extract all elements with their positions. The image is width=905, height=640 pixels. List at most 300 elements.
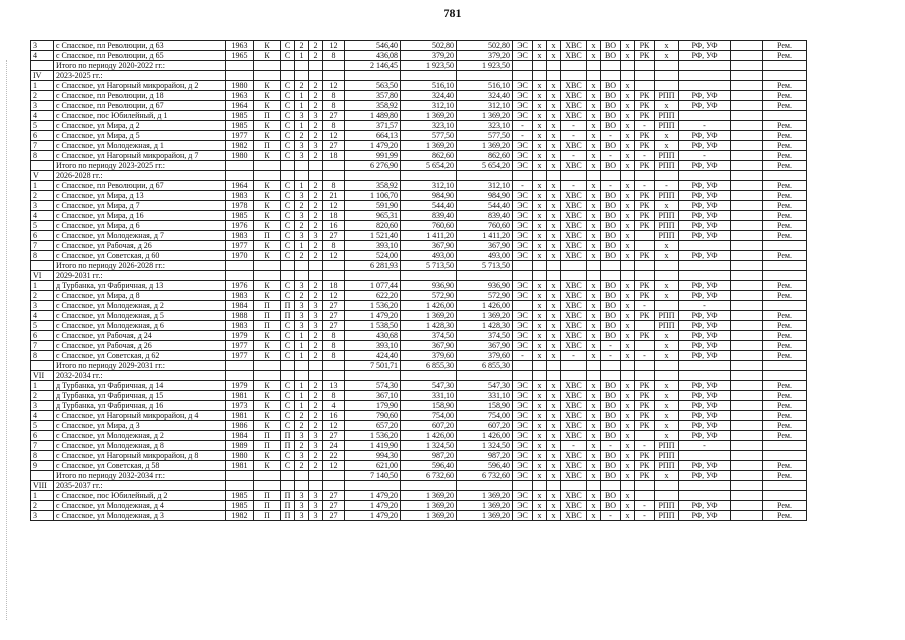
cell-m5: х [587, 331, 601, 341]
cell-m7: х [621, 441, 635, 451]
cell-m7: х [621, 471, 635, 481]
cell-m3: х [547, 41, 561, 51]
cell-b: 2 [309, 281, 323, 291]
cell-rem: Рем. [763, 381, 807, 391]
cell-v2: 367,90 [401, 241, 457, 251]
cell-m1: ЭС [513, 111, 533, 121]
cell-v2: 1 369,20 [401, 311, 457, 321]
cell-m5: х [587, 191, 601, 201]
cell-m6: ВО [601, 91, 621, 101]
cell-v1: 1 077,44 [345, 281, 401, 291]
cell-m10: - [679, 151, 731, 161]
cell-m7: х [621, 221, 635, 231]
cell-g: П [281, 301, 295, 311]
cell-m2: х [533, 101, 547, 111]
cell-g: С [281, 211, 295, 221]
cell-v1: 657,20 [345, 421, 401, 431]
cell-v3: 577,50 [457, 131, 513, 141]
cell-year: 1980 [226, 81, 254, 91]
cell-addr: с Спасское, ул Рабочая, д 24 [54, 331, 226, 341]
cell-b: 2 [309, 221, 323, 231]
cell-year [226, 161, 254, 171]
cell-v2: 158,90 [401, 401, 457, 411]
cell-m2: х [533, 81, 547, 91]
cell-v3: 1 369,20 [457, 111, 513, 121]
cell-m4: ХВС [561, 231, 587, 241]
cell-v2: 1 369,20 [401, 111, 457, 121]
cell-m7: х [621, 401, 635, 411]
cell-m4: ХВС [561, 381, 587, 391]
cell-a [295, 171, 309, 181]
cell-g [281, 361, 295, 371]
cell-m5 [587, 171, 601, 181]
cell-year: 1985 [226, 111, 254, 121]
cell-v1: 430,68 [345, 331, 401, 341]
cell-a: 3 [295, 231, 309, 241]
cell-b: 2 [309, 191, 323, 201]
cell-m11 [731, 341, 763, 351]
cell-m5: х [587, 241, 601, 251]
cell-m5: х [587, 451, 601, 461]
cell-m11 [731, 451, 763, 461]
cell-no: 3 [31, 511, 54, 521]
cell-v2: 1 923,50 [401, 61, 457, 71]
cell-m7: х [621, 161, 635, 171]
table-row [31, 411, 807, 421]
cell-m9: РПП [655, 191, 679, 201]
cell-v3 [457, 71, 513, 81]
cell-v1: 621,00 [345, 461, 401, 471]
cell-f: 13 [323, 381, 345, 391]
cell-m3: х [547, 501, 561, 511]
cell-v1: 591,90 [345, 201, 401, 211]
cell-m8: РК [635, 131, 655, 141]
cell-m1: ЭС [513, 151, 533, 161]
cell-m6: ВО [601, 121, 621, 131]
cell-v2: 5 654,20 [401, 161, 457, 171]
cell-m6: ВО [601, 501, 621, 511]
cell-v1: 371,57 [345, 121, 401, 131]
cell-f: 8 [323, 101, 345, 111]
period-total-row [31, 161, 807, 171]
cell-m11 [731, 141, 763, 151]
cell-mat: П [254, 301, 281, 311]
cell-mat: К [254, 461, 281, 471]
cell-m1: ЭС [513, 201, 533, 211]
cell-f: 18 [323, 211, 345, 221]
cell-mat: К [254, 151, 281, 161]
cell-m2: х [533, 511, 547, 521]
cell-m11 [731, 81, 763, 91]
cell-m9: РПП [655, 211, 679, 221]
cell-b: 2 [309, 411, 323, 421]
cell-m5: х [587, 301, 601, 311]
cell-m3: х [547, 451, 561, 461]
cell-v2: 6 732,60 [401, 471, 457, 481]
cell-m10: РФ, УФ [679, 431, 731, 441]
cell-g: С [281, 321, 295, 331]
cell-a: 3 [295, 141, 309, 151]
table-row [31, 331, 807, 341]
cell-m3: х [547, 201, 561, 211]
cell-no: 3 [31, 301, 54, 311]
cell-m10: РФ, УФ [679, 381, 731, 391]
cell-m6: ВО [601, 221, 621, 231]
cell-m8: РК [635, 191, 655, 201]
cell-m3: х [547, 301, 561, 311]
cell-g: П [281, 311, 295, 321]
cell-m1: ЭС [513, 451, 533, 461]
cell-mat: К [254, 281, 281, 291]
cell-year: 1982 [226, 141, 254, 151]
cell-m2: х [533, 441, 547, 451]
cell-year: 1976 [226, 281, 254, 291]
cell-m11 [731, 351, 763, 361]
cell-v3: 379,20 [457, 51, 513, 61]
cell-g: С [281, 251, 295, 261]
cell-m3: х [547, 111, 561, 121]
cell-addr: с Спасское, ул Молодежная, д 2 [54, 301, 226, 311]
cell-m4 [561, 361, 587, 371]
cell-m1: ЭС [513, 331, 533, 341]
period-total-row [31, 61, 807, 71]
cell-v1: 1 538,50 [345, 321, 401, 331]
cell-m6: ВО [601, 471, 621, 481]
cell-m8: РК [635, 421, 655, 431]
cell-no: 8 [31, 251, 54, 261]
cell-b: 3 [309, 231, 323, 241]
cell-m5: х [587, 221, 601, 231]
cell-a: 2 [295, 41, 309, 51]
cell-addr: д Турбанка, ул Фабричная, д 14 [54, 381, 226, 391]
cell-m10: РФ, УФ [679, 211, 731, 221]
cell-addr: с Спасское, ул Мира, д 3 [54, 421, 226, 431]
cell-m10 [679, 61, 731, 71]
cell-v3: 607,20 [457, 421, 513, 431]
cell-rem [763, 111, 807, 121]
cell-rem: Рем. [763, 411, 807, 421]
cell-year: 1976 [226, 221, 254, 231]
cell-f: 27 [323, 111, 345, 121]
cell-m4: ХВС [561, 331, 587, 341]
cell-m10 [679, 481, 731, 491]
cell-v1: 7 140,50 [345, 471, 401, 481]
cell-no [31, 61, 54, 71]
cell-b: 2 [309, 401, 323, 411]
cell-m2 [533, 371, 547, 381]
cell-m1: ЭС [513, 421, 533, 431]
cell-v2 [401, 271, 457, 281]
cell-year: 1980 [226, 451, 254, 461]
cell-m5: х [587, 431, 601, 441]
cell-rem: Рем. [763, 131, 807, 141]
cell-m9: РПП [655, 461, 679, 471]
cell-m1: ЭС [513, 441, 533, 451]
cell-v2: 1 369,20 [401, 511, 457, 521]
cell-m11 [731, 321, 763, 331]
cell-v2 [401, 171, 457, 181]
cell-addr: Итого по периоду 2026-2028 гг.: [54, 261, 226, 271]
cell-no: 4 [31, 311, 54, 321]
cell-year: 1964 [226, 101, 254, 111]
cell-m11 [731, 231, 763, 241]
cell-v1 [345, 171, 401, 181]
cell-no [31, 471, 54, 481]
cell-v1: 1 479,20 [345, 491, 401, 501]
page-number: 781 [443, 6, 462, 20]
cell-mat: К [254, 131, 281, 141]
cell-v3: 1 426,00 [457, 431, 513, 441]
cell-m1: ЭС [513, 281, 533, 291]
cell-a: 2 [295, 221, 309, 231]
cell-v3: 987,20 [457, 451, 513, 461]
cell-no: 1 [31, 381, 54, 391]
cell-m9: х [655, 141, 679, 151]
table-row [31, 321, 807, 331]
cell-year: 1982 [226, 511, 254, 521]
cell-b [309, 261, 323, 271]
cell-m7: х [621, 191, 635, 201]
cell-m4: ХВС [561, 471, 587, 481]
cell-m9: РПП [655, 441, 679, 451]
cell-m10 [679, 171, 731, 181]
cell-rem: Рем. [763, 231, 807, 241]
table-row [31, 441, 807, 451]
cell-a: 2 [295, 201, 309, 211]
cell-v2: 1 411,20 [401, 231, 457, 241]
cell-m3: х [547, 131, 561, 141]
cell-v3: 1 426,00 [457, 301, 513, 311]
cell-m11 [731, 271, 763, 281]
cell-m11 [731, 391, 763, 401]
cell-m3 [547, 61, 561, 71]
cell-v2: 324,40 [401, 91, 457, 101]
cell-addr: с Спасское, пл Революции, д 65 [54, 51, 226, 61]
cell-b [309, 61, 323, 71]
cell-v3: 312,10 [457, 181, 513, 191]
cell-f: 16 [323, 411, 345, 421]
cell-m1 [513, 301, 533, 311]
table-row [31, 461, 807, 471]
cell-v2: 1 369,20 [401, 141, 457, 151]
period-header-row [31, 171, 807, 181]
cell-v2: 374,50 [401, 331, 457, 341]
cell-m8 [635, 171, 655, 181]
cell-rem: Рем. [763, 201, 807, 211]
cell-m2 [533, 271, 547, 281]
cell-v2 [401, 371, 457, 381]
cell-year: 1965 [226, 51, 254, 61]
cell-a: 1 [295, 181, 309, 191]
cell-m9: х [655, 471, 679, 481]
cell-b [309, 471, 323, 481]
cell-addr: с Спасское, ул Нагорный микрорайон, д 7 [54, 151, 226, 161]
cell-g: П [281, 441, 295, 451]
period-total-row [31, 361, 807, 371]
cell-m7: х [621, 301, 635, 311]
cell-m2: х [533, 231, 547, 241]
cell-m3: х [547, 101, 561, 111]
cell-year: 1985 [226, 501, 254, 511]
cell-m5: х [587, 41, 601, 51]
cell-b: 2 [309, 181, 323, 191]
cell-v2: 936,90 [401, 281, 457, 291]
cell-v3: 1 411,20 [457, 231, 513, 241]
cell-b: 3 [309, 321, 323, 331]
cell-mat: К [254, 401, 281, 411]
table-row [31, 151, 807, 161]
cell-rem: Рем. [763, 341, 807, 351]
cell-mat [254, 171, 281, 181]
cell-mat [254, 371, 281, 381]
cell-m7: х [621, 251, 635, 261]
cell-v3: 6 732,60 [457, 471, 513, 481]
cell-addr: с Спасское, пл Революции, д 63 [54, 41, 226, 51]
cell-rem: Рем. [763, 421, 807, 431]
cell-v2: 987,20 [401, 451, 457, 461]
cell-m2: х [533, 411, 547, 421]
cell-v2: 502,80 [401, 41, 457, 51]
cell-b: 3 [309, 141, 323, 151]
table-row [31, 141, 807, 151]
cell-m8: РК [635, 111, 655, 121]
cell-v2: 984,90 [401, 191, 457, 201]
cell-m10 [679, 241, 731, 251]
cell-m3: х [547, 221, 561, 231]
cell-year [226, 261, 254, 271]
cell-f [323, 271, 345, 281]
table-row [31, 201, 807, 211]
cell-v2: 6 855,30 [401, 361, 457, 371]
cell-m9 [655, 261, 679, 271]
cell-rem: Рем. [763, 91, 807, 101]
cell-m6 [601, 61, 621, 71]
cell-m6: ВО [601, 431, 621, 441]
cell-m11 [731, 371, 763, 381]
cell-v1: 994,30 [345, 451, 401, 461]
cell-no: 5 [31, 421, 54, 431]
cell-m3 [547, 261, 561, 271]
cell-mat: П [254, 431, 281, 441]
cell-f: 8 [323, 331, 345, 341]
cell-m2: х [533, 421, 547, 431]
cell-m7: х [621, 241, 635, 251]
cell-no: VIII [31, 481, 54, 491]
cell-rem: Рем. [763, 501, 807, 511]
cell-m8 [635, 371, 655, 381]
cell-m6: ВО [601, 451, 621, 461]
cell-m1: - [513, 351, 533, 361]
cell-addr: с Спасское, ул Советская, д 60 [54, 251, 226, 261]
cell-m8: РК [635, 291, 655, 301]
cell-f: 12 [323, 81, 345, 91]
cell-v3: 1 369,20 [457, 141, 513, 151]
cell-b: 3 [309, 491, 323, 501]
cell-g: С [281, 81, 295, 91]
cell-v3: 544,40 [457, 201, 513, 211]
cell-a: 3 [295, 151, 309, 161]
cell-m10: РФ, УФ [679, 341, 731, 351]
cell-g: С [281, 201, 295, 211]
cell-b: 2 [309, 41, 323, 51]
cell-m2: х [533, 281, 547, 291]
table-row [31, 91, 807, 101]
cell-year [226, 71, 254, 81]
cell-m9: РПП [655, 111, 679, 121]
cell-m8: РК [635, 281, 655, 291]
cell-b: 2 [309, 391, 323, 401]
cell-m3: х [547, 251, 561, 261]
cell-b: 2 [309, 291, 323, 301]
table-row [31, 401, 807, 411]
cell-m10: РФ, УФ [679, 161, 731, 171]
cell-v2: 312,10 [401, 101, 457, 111]
cell-m9: РПП [655, 501, 679, 511]
cell-m4: ХВС [561, 191, 587, 201]
cell-m4: ХВС [561, 511, 587, 521]
cell-v3: 1 369,20 [457, 511, 513, 521]
cell-addr: Итого по периоду 2020-2022 гг.: [54, 61, 226, 71]
cell-m10 [679, 71, 731, 81]
cell-m7 [621, 361, 635, 371]
cell-mat: К [254, 241, 281, 251]
cell-v3 [457, 481, 513, 491]
cell-year: 1983 [226, 291, 254, 301]
cell-m4: ХВС [561, 421, 587, 431]
cell-f: 12 [323, 251, 345, 261]
cell-m9: х [655, 341, 679, 351]
cell-m5: х [587, 281, 601, 291]
cell-year [226, 171, 254, 181]
cell-rem: Рем. [763, 211, 807, 221]
cell-a: 1 [295, 91, 309, 101]
cell-m11 [731, 111, 763, 121]
cell-f [323, 171, 345, 181]
cell-m5: х [587, 401, 601, 411]
cell-rem: Рем. [763, 181, 807, 191]
cell-b: 2 [309, 331, 323, 341]
cell-m7: х [621, 131, 635, 141]
cell-year: 1985 [226, 491, 254, 501]
cell-a: 2 [295, 421, 309, 431]
cell-m5: х [587, 341, 601, 351]
cell-m10: РФ, УФ [679, 51, 731, 61]
cell-m2: х [533, 41, 547, 51]
cell-addr: 2032-2034 гг.: [54, 371, 226, 381]
cell-m8 [635, 61, 655, 71]
cell-no [31, 161, 54, 171]
cell-mat: К [254, 411, 281, 421]
cell-mat: К [254, 51, 281, 61]
cell-v1: 7 501,71 [345, 361, 401, 371]
cell-m2: х [533, 391, 547, 401]
cell-m11 [731, 501, 763, 511]
cell-m3: х [547, 411, 561, 421]
cell-v2: 754,00 [401, 411, 457, 421]
cell-m5: х [587, 81, 601, 91]
cell-m8: - [635, 511, 655, 521]
cell-year: 1979 [226, 381, 254, 391]
cell-m7 [621, 71, 635, 81]
cell-m9: х [655, 421, 679, 431]
cell-b: 2 [309, 131, 323, 141]
cell-year: 1985 [226, 121, 254, 131]
cell-m10: РФ, УФ [679, 331, 731, 341]
cell-addr: Итого по периоду 2032-2034 гг.: [54, 471, 226, 481]
cell-m6: ВО [601, 381, 621, 391]
cell-m1: ЭС [513, 321, 533, 331]
cell-addr: с Спасское, пос Юбилейный, д 2 [54, 491, 226, 501]
